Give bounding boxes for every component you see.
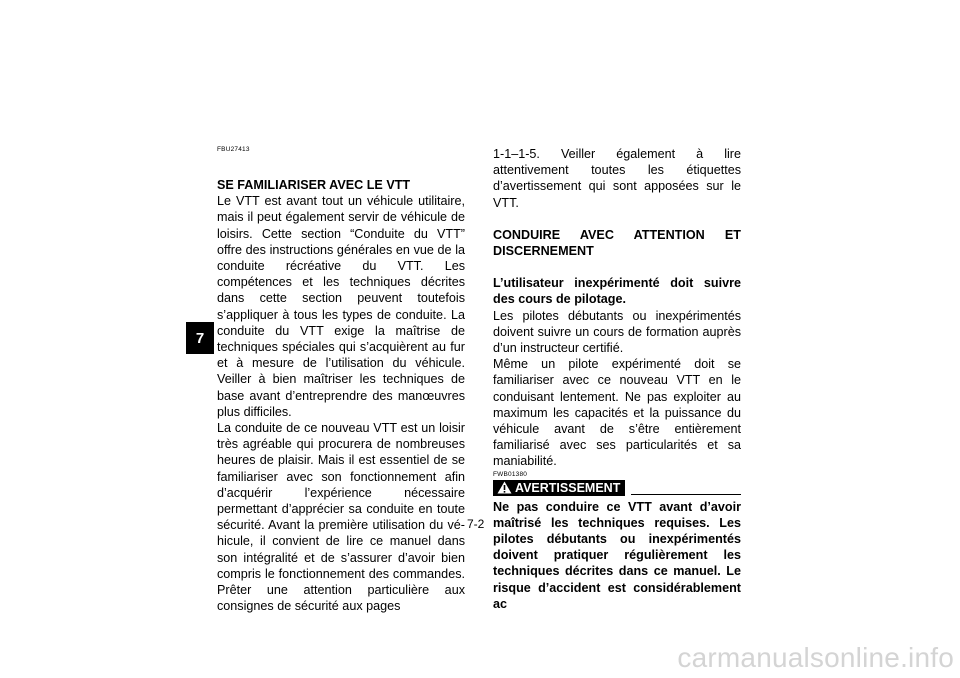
- section-heading-2: CONDUIRE AVEC ATTENTION ET DISCERNEMENT: [493, 227, 741, 259]
- watermark: carmanualsonline.info: [677, 642, 954, 673]
- left-paragraph-2: La conduite de ce nouveau VTT est un loisir très agréable qui procurera de nombreuses heures de plaisir. Mais il est essentiel de se familiariser avec son fonctionnement afin d’acquérir l’expérience nécessaire permettant d’apprécier sa conduite en toute sécurité. Avant la première utilisation du véhicule, il convient de lire ce manuel dans son intégralité et de s’assurer d’avoir bien compris le fonctionnement des commandes. Prêter une attention particulière aux consignes de sécurité aux pages: [217, 421, 465, 614]
- warning-header: [493, 480, 741, 496]
- warning-text: Ne pas conduire ce VTT avant d’avoir maîtrisé les techniques requises. Les pilotes débutants ou inexpérimentés doivent pratiquer régulièrement les techniques décrites dans ce manuel. Le risque d’accident est considérablement ac: [493, 499, 741, 611]
- left-paragraph-1: Le VTT est avant tout un véhicule utilitaire, mais il peut également servir de véhicule de loisirs. Cette section “Conduite du VTT” offre des instructions générales en vue de la conduite récréative du VTT. Les compétences et les techniques décrites dans cette section peuvent toutefois s’appliquer à tous les types de conduite. La conduite du VTT exige la maîtrise de techniques spéciales qui s’acquièrent au fur et à mesure de l’utilisation du véhicule. Veiller à bien maîtriser les techniques de base avant d’entreprendre des manœuvres plus difficiles.: [217, 194, 465, 419]
- continuation-paragraph: 1-1–1-5. Veiller également à lire attentivement toutes les étiquettes d’avertissement qui sont apposées sur le VTT.: [493, 147, 741, 210]
- right-paragraph-1: Les pilotes débutants ou inexpérimentés doivent suivre un cours de formation auprès d’un instructeur certifié.: [493, 308, 741, 356]
- warning-rule: [631, 480, 741, 495]
- right-column: [493, 146, 741, 612]
- subheading: L’utilisateur inexpérimenté doit suivre des cours de pilotage.: [493, 276, 741, 307]
- left-column: [217, 146, 465, 614]
- warning-code: FWB01380: [493, 470, 528, 478]
- warning-label: AVERTISSEMENT: [515, 480, 621, 495]
- right-paragraph-2: Même un pilote expérimenté doit se familiariser avec ce nouveau VTT en le conduisant lentement. Ne pas exploiter au maximum les capacités et la puissance du véhicule avant de s’être entièrement familiarisé avec ses particularités et sa maniabilité.: [493, 357, 741, 469]
- warning-badge: [493, 480, 625, 496]
- chapter-tab: [186, 322, 214, 354]
- chapter-tab-label: 7: [195, 329, 205, 347]
- section-heading: SE FAMILIARISER AVEC LE VTT: [217, 178, 411, 192]
- page-number: 7-2: [467, 517, 485, 531]
- warning-triangle-icon: [497, 481, 512, 494]
- section-code: FBU27413: [217, 146, 250, 153]
